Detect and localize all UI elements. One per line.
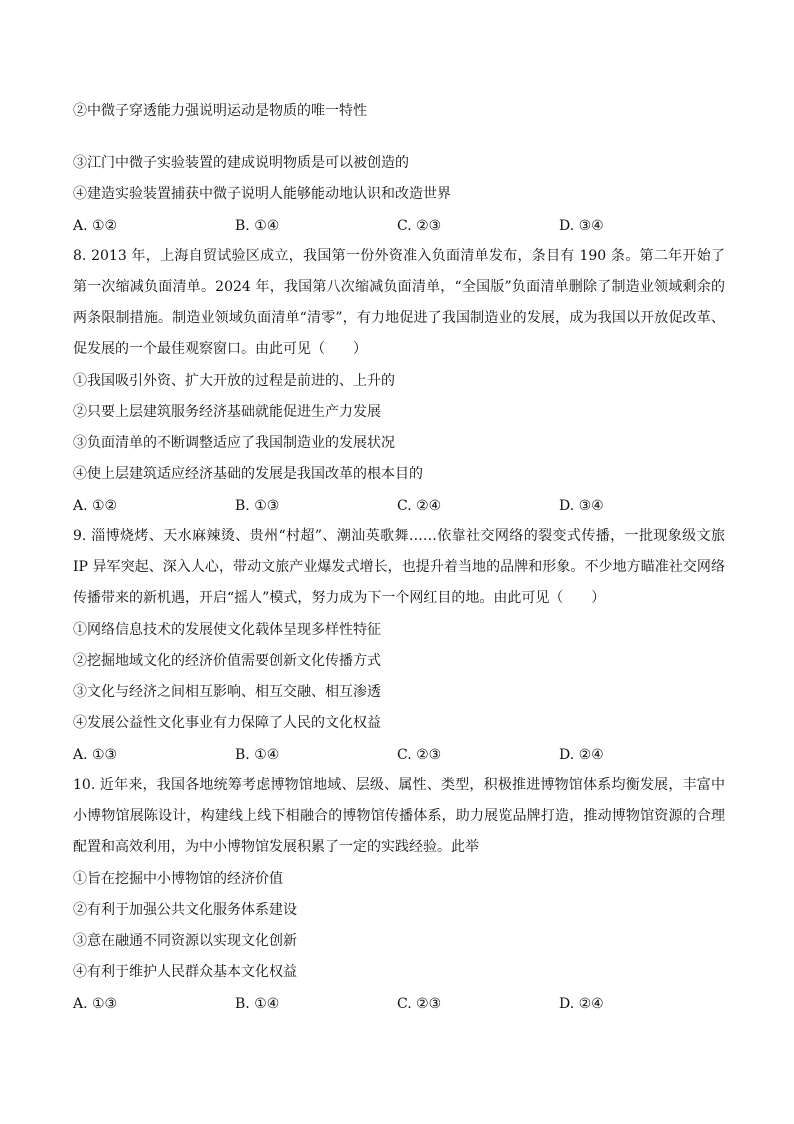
q7-option-a[interactable]: A. ①② xyxy=(73,218,118,234)
q7-statement-3: ③江门中微子实验装置的建成说明物质是可以被创造的 xyxy=(73,155,409,171)
q7-statement-2: ②中微子穿透能力强说明运动是物质的唯一特性 xyxy=(73,103,367,119)
q9-statement-2: ②挖掘地域文化的经济价值需要创新文化传播方式 xyxy=(73,653,381,669)
q8-options xyxy=(73,496,733,516)
q8-stem: 8. 2013 年，上海自贸试验区成立，我国第一份外资准入负面清单发布，条目有 190 条。第二年开始了第一次缩减负面清单。2024 年，我国第八次缩减负面清单，“全国版”负面清单删除了制造业领域剩余的两条限制措施。制造业领域负面清单“清零”，有力地促进了我国制造业的发展，成为我国以开放促改革、促发展的一个最佳观察窗口。由此可见（ ） xyxy=(73,248,725,357)
q10-option-b[interactable]: B. ①④ xyxy=(235,996,280,1012)
q10-statement-2: ②有利于加强公共文化服务体系建设 xyxy=(73,902,297,918)
q10-option-c[interactable]: C. ②③ xyxy=(397,996,442,1012)
q8-option-c[interactable]: C. ②④ xyxy=(397,498,442,514)
q10-stem: 10. 近年来，我国各地统筹考虑博物馆地域、层级、属性、类型，积极推进博物馆体系均衡发展，丰富中小博物馆展陈设计，构建线上线下相融合的博物馆传播体系，助力展览品牌打造，推动博物馆资源的合理配置和高效利用，为中小博物馆发展积累了一定的实践经验。此举 xyxy=(73,777,725,855)
q9-statement-4: ④发展公益性文化事业有力保障了人民的文化权益 xyxy=(73,715,381,731)
q9-option-c[interactable]: C. ②③ xyxy=(397,747,442,763)
q7-statement-4: ④建造实验装置捕获中微子说明人能够能动地认识和改造世界 xyxy=(73,186,451,202)
q10-options xyxy=(73,994,733,1014)
q9-statement-3: ③文化与经济之间相互影响、相互交融、相互渗透 xyxy=(73,684,381,700)
q8-option-a[interactable]: A. ①② xyxy=(73,498,118,514)
q10-statement-4: ④有利于维护人民群众基本文化权益 xyxy=(73,964,297,980)
q10-option-d[interactable]: D. ②④ xyxy=(559,996,604,1012)
q9-option-b[interactable]: B. ①④ xyxy=(235,747,280,763)
q7-option-c[interactable]: C. ②③ xyxy=(397,218,442,234)
q9-statement-1: ①网络信息技术的发展使文化载体呈现多样性特征 xyxy=(73,622,381,638)
q7-option-b[interactable]: B. ①④ xyxy=(235,218,280,234)
q8-statement-4: ④使上层建筑适应经济基础的发展是我国改革的根本目的 xyxy=(73,466,423,482)
q9-option-d[interactable]: D. ②④ xyxy=(559,747,604,763)
q10-statement-3: ③意在融通不同资源以实现文化创新 xyxy=(73,933,297,949)
q8-option-b[interactable]: B. ①③ xyxy=(235,498,280,514)
q9-options xyxy=(73,745,733,765)
q7-option-d[interactable]: D. ③④ xyxy=(559,218,604,234)
q8-statement-2: ②只要上层建筑服务经济基础就能促进生产力发展 xyxy=(73,404,381,420)
q7-options xyxy=(73,216,733,236)
q10-option-a[interactable]: A. ①③ xyxy=(73,996,118,1012)
q8-option-d[interactable]: D. ③④ xyxy=(559,498,604,514)
q9-stem: 9. 淄博烧烤、天水麻辣烫、贵州“村超”、潮汕英歌舞……依靠社交网络的裂变式传播，一批现象级文旅 IP 异军突起、深入人心，带动文旅产业爆发式增长，也提升着当地的品牌和形象。不少地方瞄准社交网络传播带来的新机遇，开启“摇人”模式，努力成为下一个网红目的地。由此可见（ ） xyxy=(73,528,725,606)
q8-statement-3: ③负面清单的不断调整适应了我国制造业的发展状况 xyxy=(73,435,395,451)
q8-statement-1: ①我国吸引外资、扩大开放的过程是前进的、上升的 xyxy=(73,373,395,389)
q10-statement-1: ①旨在挖掘中小博物馆的经济价值 xyxy=(73,871,283,887)
q9-option-a[interactable]: A. ①③ xyxy=(73,747,118,763)
